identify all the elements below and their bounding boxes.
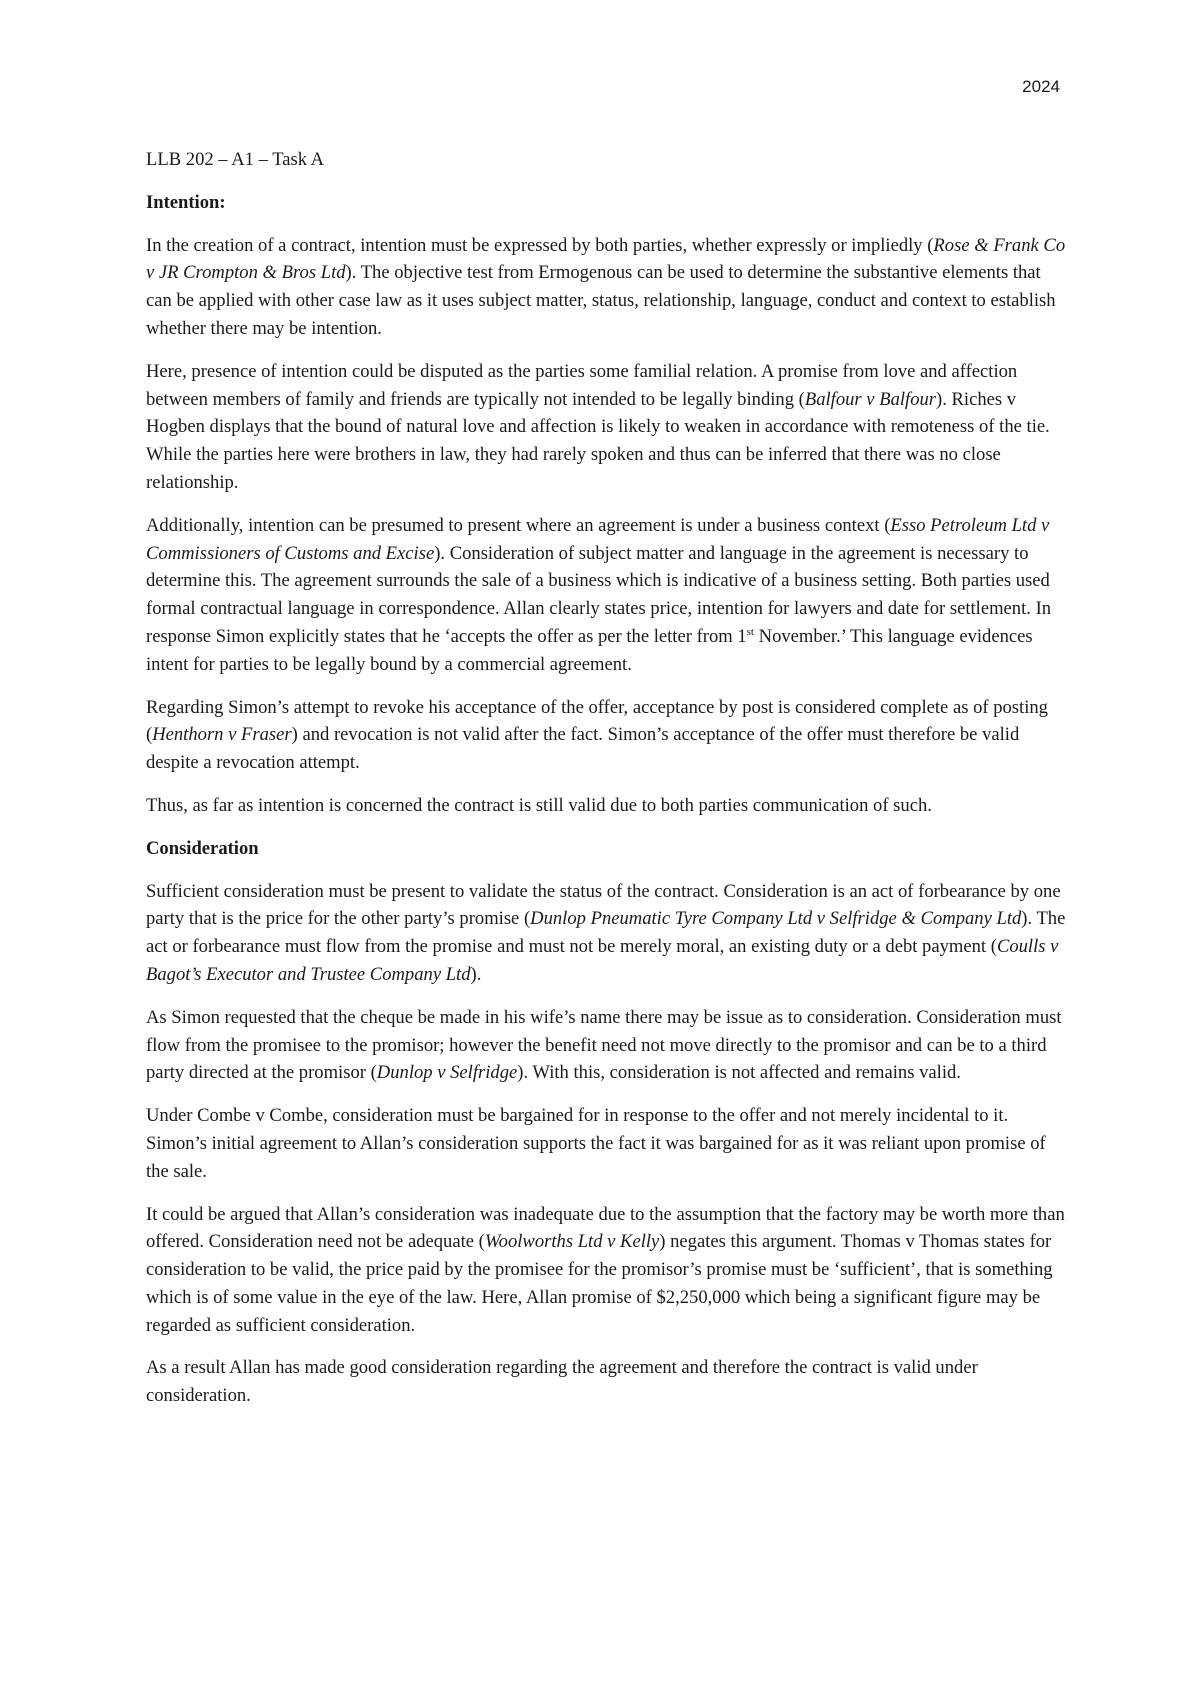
case-citation: Coulls v Bagot’s Executor and Trustee Company Ltd [146, 936, 1059, 985]
intention-paragraph-2: Here, presence of intention could be disputed as the parties some familial relation. A promise from love and affection between members of family and friends are typically not intended to be legally binding (Balfour v Balfour). Riches v Hogben displays that the bound of natural love and affection is likely to weaken in accordance with remoteness of the tie. While the parties here were brothers in law, they had rarely spoken and thus can be inferred that there was no close relationship. [146, 360, 1050, 493]
case-citation: Dunlop v Selfridge [376, 1062, 518, 1084]
header-year: 2024 [1022, 77, 1060, 96]
document-body [146, 146, 1066, 1425]
intention-paragraph-3: Additionally, intention can be presumed to present where an agreement is under a business context (Esso Petroleum Ltd v Commissioners of Customs and Excise). Consideration of subject matter and language in the agreement is necessary to determine this. The agreement surrounds the sale of a business which is indicative of a business setting. Both parties used formal contractual language in correspondence. Allan clearly states price, intention for lawyers and date for settlement. In response Simon explicitly states that he ‘accepts the offer as per the letter from 1st November.’ This language evidences intent for parties to be legally bound by a commercial agreement. [146, 514, 1052, 675]
case-citation: Balfour v Balfour [804, 388, 937, 410]
document-title: LLB 202 – A1 – Task A [146, 149, 325, 170]
intention-paragraph-1: In the creation of a contract, intention must be expressed by both parties, whether expressly or impliedly (Rose & Frank Co v JR Crompton & Bros Ltd). The objective test from Ermogenous can be used to determine the substantive elements that can be applied with other case law as it uses subject matter, status, relationship, language, conduct and context to establish whether there may be intention. [146, 234, 1066, 339]
intention-paragraph-4: Regarding Simon’s attempt to revoke his acceptance of the offer, acceptance by post is considered complete as of posting (Henthorn v Fraser) and revocation is not valid after the fact. Simon’s acceptance of the offer must therefore be valid despite a revocation attempt. [146, 696, 1048, 774]
ordinal-superscript: st [746, 625, 754, 638]
case-citation: Esso Petroleum Ltd v Commissioners of Customs and Excise [146, 514, 1050, 564]
case-citation: Henthorn v Fraser [152, 724, 292, 746]
case-citation: Rose & Frank Co v JR Crompton & Bros Ltd [146, 234, 1066, 284]
consideration-paragraph-5: As a result Allan has made good consideration regarding the agreement and therefore the contract is valid under consideration. [146, 1357, 978, 1407]
section-heading-intention: Intention: [146, 191, 226, 213]
consideration-paragraph-1: Sufficient consideration must be present to validate the status of the contract. Consideration is an act of forbearance by one party that is the price for the other party’s promise (Dunlop Pneumatic Tyre Company Ltd v Selfridge & Company Ltd). The act or forbearance must flow from the promise and must not be merely moral, an existing duty or a debt payment (Coulls v Bagot’s Executor and Trustee Company Ltd). [146, 880, 1066, 985]
consideration-paragraph-4: It could be argued that Allan’s consideration was inadequate due to the assumption that the factory may be worth more than offered. Consideration need not be adequate (Woolworths Ltd v Kelly) negates this argument. Thomas v Thomas states for consideration to be valid, the price paid by the promisee for the promisor’s promise must be ‘sufficient’, that is something which is of some value in the eye of the law. Here, Allan promise of $2,250,000 which being a significant figure may be regarded as sufficient consideration. [146, 1203, 1065, 1336]
case-citation: Woolworths Ltd v Kelly [484, 1231, 660, 1253]
consideration-paragraph-3: Under Combe v Combe, consideration must be bargained for in response to the offer and not merely incidental to it. Simon’s initial agreement to Allan’s consideration supports the fact it was bargained for as it was reliant upon promise of the sale. [146, 1105, 1046, 1182]
consideration-paragraph-2: As Simon requested that the cheque be made in his wife’s name there may be issue as to consideration. Consideration must flow from the promisee to the promisor; however the benefit need not move directly to the promisor and can be to a third party directed at the promisor (Dunlop v Selfridge). With this, consideration is not affected and remains valid. [146, 1006, 1062, 1084]
section-heading-consideration: Consideration [146, 837, 259, 859]
case-citation: Dunlop Pneumatic Tyre Company Ltd v Selfridge & Company Ltd [530, 908, 1022, 930]
intention-paragraph-5: Thus, as far as intention is concerned the contract is still valid due to both parties communication of such. [146, 794, 932, 816]
